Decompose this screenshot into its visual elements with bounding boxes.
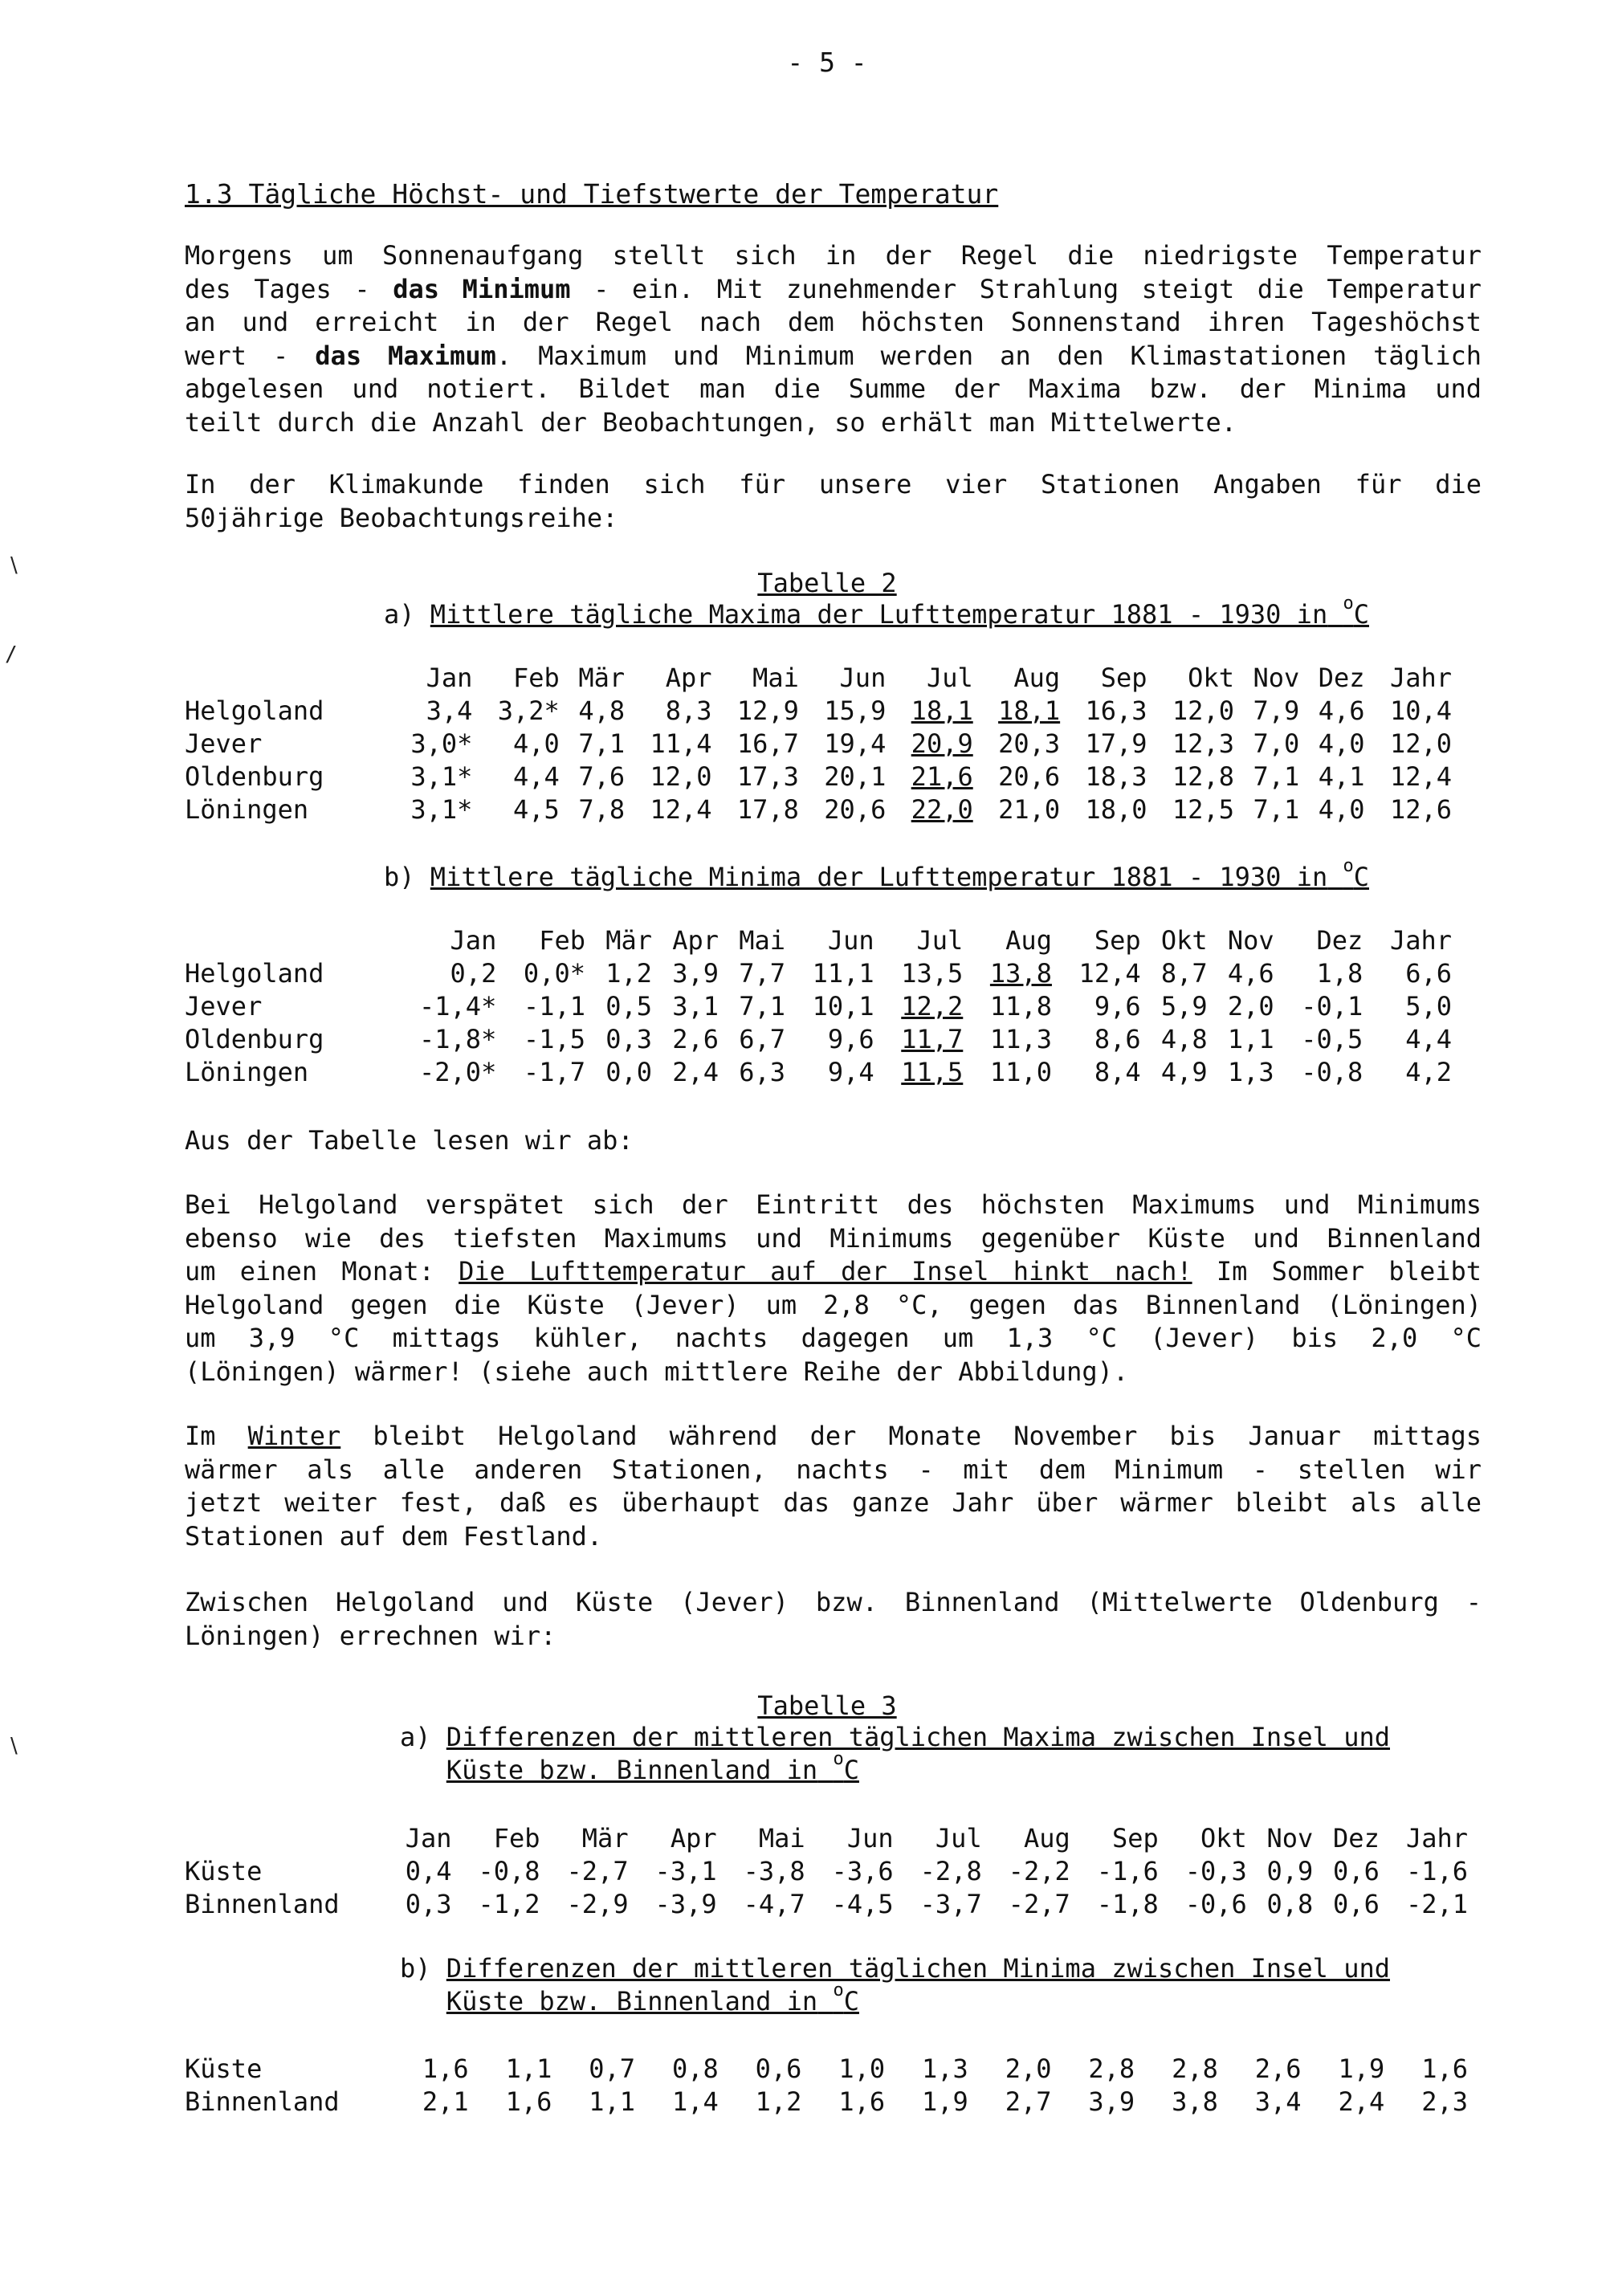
table-cell: 7,8	[578, 793, 626, 825]
table3a-title: a) Differenzen der mittleren täglichen Maxima zwischen Insel und Küste bzw. Binnenland in $^o$C	[400, 1722, 1390, 1785]
row-label: Küste	[185, 2053, 263, 2084]
table-cell: 0,7	[589, 2053, 636, 2084]
table-cell: 2,0	[1227, 990, 1274, 1022]
table-cell: 17,9	[1085, 728, 1147, 759]
table-cell: -2,7	[566, 1855, 629, 1886]
column-header: Sep	[1100, 662, 1147, 693]
table-cell: 20,3	[998, 728, 1061, 759]
table-cell: 12,0	[650, 761, 712, 792]
table-cell: 20,1	[824, 761, 887, 792]
page-number: - 5 -	[787, 47, 867, 78]
table-cell: 1,9	[922, 2086, 968, 2117]
highlighted-value: 18,1	[911, 695, 973, 726]
table-cell: 4,5	[513, 793, 560, 825]
table-cell: 1,8	[1316, 957, 1363, 989]
column-header: Mär	[605, 924, 652, 956]
text-line: abgelesen und notiert. Bildet man die Summe der Maxima bzw. der Minima und	[185, 373, 1482, 404]
table-cell: 1,4	[671, 2086, 719, 2117]
table-cell: 3,9	[1088, 2086, 1135, 2117]
table-cell: 2,8	[1088, 2053, 1135, 2084]
table-cell: 0,4	[405, 1855, 452, 1886]
column-header: Jul	[935, 1822, 982, 1854]
row-label: Helgoland	[185, 957, 324, 989]
table-cell: -1,7	[523, 1056, 585, 1087]
table-cell: -1,8*	[419, 1023, 497, 1054]
table-cell: 16,7	[736, 728, 799, 759]
table-cell: 3,2*	[497, 695, 560, 726]
table-cell: 16,3	[1085, 695, 1147, 726]
table-cell: 11,4	[650, 728, 712, 759]
table-cell: 2,8	[1172, 2053, 1218, 2084]
table-cell: -0,5	[1301, 1023, 1363, 1054]
table-cell: 1,6	[505, 2086, 552, 2117]
table-row	[185, 1055, 1452, 1088]
table-cell: 6,3	[739, 1056, 785, 1087]
table-cell: -1,5	[523, 1023, 585, 1054]
column-header: Jahr	[1389, 924, 1452, 956]
table-cell: 2,0	[1005, 2053, 1052, 2084]
table-cell: 8,3	[665, 695, 712, 726]
text-line: an und erreicht in der Regel nach dem höchsten Sonnenstand ihren Tageshöchst	[185, 307, 1482, 337]
text-line: ebenso wie des tiefsten Maximums und Minimums gegenüber Küste und Binnenland	[185, 1222, 1482, 1254]
highlighted-value: 13,8	[989, 957, 1052, 989]
table-cell: 1,1	[589, 2086, 636, 2117]
table-cell: 21,0	[998, 793, 1061, 825]
table-cell: 3,4	[426, 695, 473, 726]
row-label: Binnenland	[185, 2086, 340, 2117]
table-cell: -1,6	[1405, 1855, 1468, 1886]
table-cell: 4,6	[1227, 957, 1274, 989]
column-header: Jahr	[1389, 662, 1452, 693]
table-cell: 4,8	[578, 695, 626, 726]
table-cell: 2,7	[1005, 2086, 1052, 2117]
table-cell: 2,3	[1421, 2086, 1468, 2117]
column-header: Jul	[916, 924, 964, 956]
text-line: Morgens um Sonnenaufgang stellt sich in der Regel die niedrigste Temperatur	[185, 240, 1482, 271]
text-line: um einen Monat: Die Lufttemperatur auf der Insel hinkt nach! Im Sommer bleibt	[185, 1256, 1482, 1287]
table-cell: 7,1	[578, 728, 626, 759]
table-cell: 5,9	[1160, 990, 1208, 1022]
table-cell: -3,8	[743, 1855, 805, 1886]
table-row	[185, 1022, 1452, 1055]
table-cell: -2,9	[566, 1888, 629, 1919]
column-header: Nov	[1227, 924, 1274, 956]
table-cell: 0,8	[671, 2053, 719, 2084]
table-cell: 12,3	[1172, 728, 1234, 759]
column-header: Mai	[739, 924, 785, 956]
table-cell: 8,4	[1094, 1056, 1141, 1087]
text-line: Im Winter bleibt Helgoland während der Monate November bis Januar mittags	[185, 1421, 1482, 1451]
table-cell: 11,3	[989, 1023, 1052, 1054]
table-cell: 12,8	[1172, 761, 1234, 792]
table-cell: -1,2	[478, 1888, 540, 1919]
table-cell: 0,0	[605, 1056, 652, 1087]
column-header: Feb	[513, 662, 560, 693]
table-cell: -0,8	[478, 1855, 540, 1886]
table-cell: 3,0*	[410, 728, 473, 759]
table-cell: 12,4	[1078, 957, 1141, 989]
column-header: Dez	[1318, 662, 1365, 693]
column-header: Jahr	[1405, 1822, 1468, 1854]
table-cell: -0,1	[1301, 990, 1363, 1022]
highlighted-value: 11,7	[901, 1023, 964, 1054]
table-cell: 7,1	[1253, 761, 1300, 792]
table-cell: 4,1	[1318, 761, 1365, 792]
table-cell: 0,3	[405, 1888, 452, 1919]
table-cell: 4,0	[1318, 793, 1365, 825]
table-cell: 12,5	[1172, 793, 1234, 825]
table-row	[185, 956, 1452, 989]
column-header: Sep	[1094, 924, 1141, 956]
column-header: Apr	[672, 924, 719, 956]
table-row	[185, 2052, 1468, 2085]
table-cell: 11,0	[989, 1056, 1052, 1087]
column-header: Aug	[1013, 662, 1061, 693]
column-header: Jan	[426, 662, 473, 693]
table-cell: -0,8	[1301, 1056, 1363, 1087]
table-cell: 13,5	[901, 957, 964, 989]
column-header: Aug	[1023, 1822, 1070, 1854]
table-cell: 12,9	[736, 695, 799, 726]
table-cell: 3,1*	[410, 761, 473, 792]
text-line: Helgoland gegen die Küste (Jever) um 2,8 °C, gegen das Binnenland (Löningen)	[185, 1289, 1482, 1320]
highlighted-value: 20,9	[911, 728, 973, 759]
table-cell: -3,7	[919, 1888, 982, 1919]
table-cell: 4,6	[1318, 695, 1365, 726]
table-row	[185, 1887, 1468, 1920]
table-cell: 11,1	[812, 957, 874, 989]
table-cell: 3,1*	[410, 793, 473, 825]
scan-mark: ∖	[6, 554, 20, 578]
table-cell: -4,7	[743, 1888, 805, 1919]
table-cell: 4,4	[1405, 1023, 1452, 1054]
scan-mark: ∖	[6, 1735, 20, 1759]
table-cell: 7,6	[578, 761, 626, 792]
table-header-row	[185, 661, 1452, 694]
table-cell: -3,9	[654, 1888, 717, 1919]
table-cell: -0,6	[1184, 1888, 1247, 1919]
table-cell: 12,4	[1389, 761, 1452, 792]
table-cell: 10,1	[812, 990, 874, 1022]
column-header: Mai	[758, 1822, 805, 1854]
table-cell: -1,6	[1096, 1855, 1159, 1886]
table-cell: 0,9	[1266, 1855, 1314, 1886]
text-line: Stationen auf dem Festland.	[185, 1520, 603, 1552]
paragraph-5	[185, 1420, 1482, 1553]
table-cell: -3,1	[654, 1855, 717, 1886]
table-cell: 17,3	[736, 761, 799, 792]
highlighted-value: 21,6	[911, 761, 973, 792]
table-cell: 0,8	[1266, 1888, 1314, 1919]
table2b-title: b) Mittlere tägliche Minima der Lufttemperatur 1881 - 1930 in $^o$C	[384, 856, 1369, 892]
table-cell: 1,0	[838, 2053, 886, 2084]
table-cell: -1,8	[1096, 1888, 1159, 1919]
table-cell: 7,9	[1253, 695, 1300, 726]
column-header: Okt	[1200, 1822, 1247, 1854]
table-cell	[886, 727, 972, 760]
table-cell: 4,2	[1405, 1056, 1452, 1087]
table-cell: 0,6	[755, 2053, 802, 2084]
table-cell: 3,9	[672, 957, 719, 989]
table-cell: 4,0	[513, 728, 560, 759]
text-line: des Tages - das Minimum - ein. Mit zunehmender Strahlung steigt die Temperatur	[185, 273, 1482, 304]
column-header: Nov	[1266, 1822, 1314, 1854]
column-header: Feb	[493, 1822, 540, 1854]
row-label: Jever	[185, 728, 263, 759]
text-line: wärmer als alle anderen Stationen, nachts - mit dem Minimum - stellen wir	[185, 1454, 1482, 1485]
text-line: Löningen) errechnen wir:	[185, 1620, 556, 1651]
table-cell: 15,9	[824, 695, 887, 726]
table-cell: 12,0	[1389, 728, 1452, 759]
table-cell: -3,6	[831, 1855, 894, 1886]
row-label: Löningen	[185, 1056, 309, 1087]
table-cell: 6,6	[1405, 957, 1452, 989]
table-cell: 18,3	[1085, 761, 1147, 792]
table-cell	[874, 1055, 964, 1088]
text-line: 50jährige Beobachtungsreihe:	[185, 502, 618, 533]
column-header: Jan	[405, 1822, 452, 1854]
table-cell: 0,6	[1333, 1888, 1380, 1919]
table-cell: 6,7	[739, 1023, 785, 1054]
table-cell: 5,0	[1405, 990, 1452, 1022]
paragraph-4	[185, 1189, 1482, 1389]
emphasis-winter: Winter	[247, 1421, 341, 1451]
table-cell	[973, 694, 1060, 727]
table-cell: 2,6	[1254, 2053, 1302, 2084]
table-header-row	[185, 1821, 1468, 1854]
table-row	[185, 1854, 1468, 1887]
text-line: (Löningen) wärmer! (siehe auch mittlere Reihe der Abbildung).	[185, 1356, 1129, 1387]
table-row	[185, 2085, 1468, 2118]
table-cell: 12,0	[1172, 695, 1234, 726]
row-label: Küste	[185, 1855, 263, 1886]
table-cell: -2,0*	[419, 1056, 497, 1087]
table-cell: 17,8	[736, 793, 799, 825]
emphasis-minimum: das Minimum	[393, 273, 571, 304]
column-header: Aug	[1005, 924, 1052, 956]
table-cell	[874, 1022, 964, 1055]
table-cell: -2,7	[1008, 1888, 1070, 1919]
table-cell: 1,1	[505, 2053, 552, 2084]
column-header: Jun	[846, 1822, 894, 1854]
table3b	[185, 2052, 1468, 2118]
column-header: Dez	[1316, 924, 1363, 956]
table-cell: 0,5	[605, 990, 652, 1022]
column-header: Jul	[926, 662, 973, 693]
paragraph-1	[185, 239, 1482, 439]
table-cell: -2,1	[1405, 1888, 1468, 1919]
table-cell: 8,7	[1160, 957, 1208, 989]
table-cell	[874, 989, 964, 1022]
table-cell: 0,6	[1333, 1855, 1380, 1886]
table-cell: 2,4	[672, 1056, 719, 1087]
row-label: Jever	[185, 990, 263, 1022]
table-cell: 18,0	[1085, 793, 1147, 825]
emphasis-insel-hinkt-nach: Die Lufttemperatur auf der Insel hinkt nach!	[459, 1256, 1192, 1287]
table-cell: 0,3	[605, 1023, 652, 1054]
table-cell: 7,1	[1253, 793, 1300, 825]
table-cell: 9,6	[827, 1023, 874, 1054]
table3-caption: Tabelle 3	[757, 1690, 897, 1721]
table-cell: 11,8	[989, 990, 1052, 1022]
paragraph-3	[185, 1124, 1482, 1158]
table-row	[185, 793, 1452, 826]
table-cell: 7,0	[1253, 728, 1300, 759]
table-cell	[963, 956, 1052, 989]
text-line: Zwischen Helgoland und Küste (Jever) bzw. Binnenland (Mittelwerte Oldenburg -	[185, 1587, 1482, 1617]
table-cell: -4,5	[831, 1888, 894, 1919]
row-label: Löningen	[185, 793, 309, 825]
table-cell	[886, 760, 972, 793]
paragraph-2	[185, 468, 1482, 535]
table-cell: 3,4	[1254, 2086, 1302, 2117]
table-cell: 20,6	[824, 793, 887, 825]
table-cell: 20,6	[998, 761, 1061, 792]
column-header: Nov	[1253, 662, 1300, 693]
scan-mark: ∕	[5, 642, 18, 667]
row-label: Oldenburg	[185, 1023, 324, 1054]
table-cell: 9,4	[827, 1056, 874, 1087]
table-cell: 7,7	[739, 957, 785, 989]
highlighted-value: 22,0	[911, 793, 973, 825]
table-cell: 8,6	[1094, 1023, 1141, 1054]
table-cell	[886, 793, 972, 826]
emphasis-maximum: das Maximum	[315, 340, 496, 371]
text-line: um 3,9 °C mittags kühler, nachts dagegen um 1,3 °C (Jever) bis 2,0 °C	[185, 1323, 1482, 1353]
highlighted-value: 11,5	[901, 1056, 964, 1087]
table-cell: 4,9	[1160, 1056, 1208, 1087]
table-row	[185, 727, 1452, 760]
table-cell: 1,6	[838, 2086, 886, 2117]
table-cell: 1,3	[1227, 1056, 1274, 1087]
table-cell: 4,8	[1160, 1023, 1208, 1054]
table-cell: -1,4*	[419, 990, 497, 1022]
column-header: Jan	[450, 924, 497, 956]
column-header: Mär	[578, 662, 626, 693]
table-cell	[886, 694, 972, 727]
table-cell: -0,3	[1184, 1855, 1247, 1886]
table-cell: 12,6	[1389, 793, 1452, 825]
table-row	[185, 760, 1452, 793]
column-header: Mär	[581, 1822, 629, 1854]
column-header: Apr	[670, 1822, 717, 1854]
table2-caption: Tabelle 2	[757, 568, 897, 598]
table-cell: 3,1	[672, 990, 719, 1022]
table-row	[185, 694, 1452, 727]
table2a	[185, 661, 1452, 826]
table-cell: 4,0	[1318, 728, 1365, 759]
table-cell: 19,4	[824, 728, 887, 759]
row-label: Binnenland	[185, 1888, 340, 1919]
table-cell: 4,4	[513, 761, 560, 792]
highlighted-value: 12,2	[901, 990, 964, 1022]
text-line: Aus der Tabelle lesen wir ab:	[185, 1125, 634, 1156]
row-label: Oldenburg	[185, 761, 324, 792]
table-header-row	[185, 924, 1452, 956]
table-cell: 1,3	[922, 2053, 968, 2084]
column-header: Okt	[1188, 662, 1234, 693]
table-cell: 1,1	[1227, 1023, 1274, 1054]
text-line: wert - das Maximum. Maximum und Minimum werden an den Klimastationen täglich	[185, 340, 1482, 371]
column-header: Jun	[827, 924, 874, 956]
table-row	[185, 989, 1452, 1022]
text-line: teilt durch die Anzahl der Beobachtungen, so erhält man Mittelwerte.	[185, 406, 1237, 438]
table3b-title: b) Differenzen der mittleren täglichen Minima zwischen Insel und Küste bzw. Binnenland in $^o$C	[400, 1953, 1390, 2017]
text-line: jetzt weiter fest, daß es überhaupt das ganze Jahr über wärmer bleibt als alle	[185, 1487, 1482, 1518]
column-header: Jun	[839, 662, 887, 693]
table-cell: 2,6	[672, 1023, 719, 1054]
row-label: Helgoland	[185, 695, 324, 726]
text-line: In der Klimakunde finden sich für unsere vier Stationen Angaben für die	[185, 469, 1482, 500]
table-cell: -2,8	[919, 1855, 982, 1886]
table-cell: 1,2	[755, 2086, 802, 2117]
table3a	[185, 1821, 1468, 1920]
table-cell: 3,8	[1172, 2086, 1218, 2117]
section-heading: 1.3 Tägliche Höchst- und Tiefstwerte der Temperatur	[185, 178, 999, 210]
table-cell: 2,4	[1338, 2086, 1385, 2117]
table-cell: 0,2	[450, 957, 497, 989]
table-cell: 7,1	[739, 990, 785, 1022]
table-cell: 0,0*	[523, 957, 585, 989]
table2b	[185, 924, 1452, 1088]
table-cell: 9,6	[1094, 990, 1141, 1022]
table-cell: -1,1	[523, 990, 585, 1022]
table-cell: 1,9	[1338, 2053, 1385, 2084]
table-cell: 12,4	[650, 793, 712, 825]
column-header: Feb	[539, 924, 585, 956]
table-cell: 2,1	[422, 2086, 469, 2117]
table-cell: 1,6	[1421, 2053, 1468, 2084]
table-cell: 10,4	[1389, 695, 1452, 726]
table2a-title: a) Mittlere tägliche Maxima der Lufttemperatur 1881 - 1930 in $^o$C	[384, 593, 1369, 630]
column-header: Apr	[665, 662, 712, 693]
paragraph-6	[185, 1586, 1482, 1653]
column-header: Okt	[1160, 924, 1208, 956]
column-header: Mai	[752, 662, 799, 693]
table-cell: 1,2	[605, 957, 652, 989]
column-header: Sep	[1111, 1822, 1159, 1854]
highlighted-value: 18,1	[998, 695, 1061, 726]
text-line: Bei Helgoland verspätet sich der Eintritt des höchsten Maximums und Minimums	[185, 1189, 1482, 1220]
table-cell: -2,2	[1008, 1855, 1070, 1886]
column-header: Dez	[1333, 1822, 1380, 1854]
table-cell: 1,6	[422, 2053, 469, 2084]
